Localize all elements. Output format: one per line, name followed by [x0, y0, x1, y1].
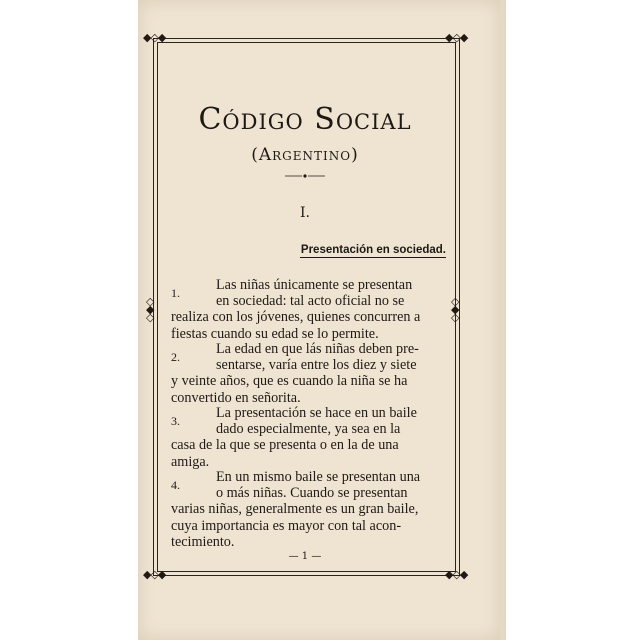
paragraph-line: convertido en señorita.	[171, 389, 301, 406]
paragraph-line: amiga.	[171, 453, 210, 470]
section-heading: Presentación en sociedad.	[300, 244, 446, 256]
paragraph-line: y veinte años, que es cuando la niña se ha	[171, 373, 408, 390]
side-ornament-left-icon: ◇◆◇	[146, 295, 154, 324]
paragraph-line: realiza con los jóvenes, quienes concurren a	[171, 309, 421, 326]
side-ornament-right-icon: ◇◆◇	[451, 295, 459, 324]
paragraph-line: tecimiento.	[171, 533, 235, 550]
page-subtitle: (Argentino)	[251, 145, 359, 165]
paragraph-number: 3.	[171, 414, 180, 428]
paragraph-line: En un mismo baile se presentan una	[216, 469, 421, 485]
paragraph-number: 4.	[171, 478, 180, 492]
divider-ornament-icon	[285, 173, 325, 179]
paragraph-4	[171, 469, 449, 550]
page-title: Código Social	[198, 102, 412, 137]
paragraph-1	[171, 277, 449, 342]
chapter-number: I.	[300, 205, 310, 221]
paragraph-number: 1.	[171, 286, 180, 300]
paragraph-3	[171, 405, 449, 470]
paragraph-line: o más niñas. Cuando se presentan	[216, 485, 408, 502]
paragraph-line: Las niñas únicamente se presentan	[216, 277, 413, 293]
corner-ornament-top-right-icon: ◆◇◆	[445, 31, 468, 44]
corner-ornament-top-left-icon: ◆◇◆	[143, 31, 166, 44]
corner-ornament-bottom-right-icon: ◆◇◆	[445, 568, 468, 581]
paragraph-line: sentarse, varía entre los diez y siete	[216, 357, 417, 374]
paragraph-line: fiestas cuando su edad se lo permite.	[171, 325, 379, 342]
paragraph-line: en sociedad: tal acto oficial no se	[216, 293, 405, 310]
page-edge	[500, 0, 506, 640]
page-number: — 1 —	[288, 551, 322, 562]
paragraph-line: La edad en que lás niñas deben pre-	[216, 341, 419, 357]
paragraph-line: cuya importancia es mayor con tal acon-	[171, 517, 402, 534]
paragraph-2	[171, 341, 449, 406]
paragraph-number: 2.	[171, 350, 180, 364]
paragraph-line: La presentación se hace en un baile	[216, 405, 417, 421]
corner-ornament-bottom-left-icon: ◆◇◆	[143, 568, 166, 581]
paragraph-line: varias niñas, generalmente es un gran baile,	[171, 501, 419, 518]
paragraph-line: casa de la que se presenta o en la de una	[171, 437, 399, 454]
paragraph-line: dado especialmente, ya sea en la	[216, 421, 401, 438]
